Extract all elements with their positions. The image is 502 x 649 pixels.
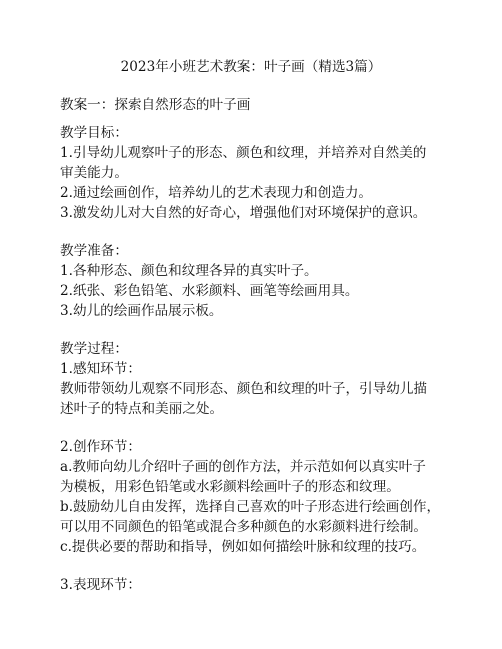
step2-line: c.提供必要的帮助和指导，例如如何描绘叶脉和纹理的技巧。 <box>60 539 426 555</box>
step1-heading: 1.感知环节： <box>60 361 141 377</box>
goal-line: 1.引导幼儿观察叶子的形态、颜色和纹理，并培养对自然美的 <box>60 145 427 161</box>
goal-line: 审美能力。 <box>60 165 128 181</box>
step3-heading: 3.表现环节： <box>60 577 141 593</box>
prep-line: 2.纸张、彩色铅笔、水彩颜料、画笔等绘画用具。 <box>60 283 359 299</box>
step1-line: 教师带领幼儿观察不同形态、颜色和纹理的叶子，引导幼儿描 <box>60 381 428 397</box>
step2-line: b.鼓励幼儿自由发挥，选择自己喜欢的叶子形态进行绘画创作， <box>60 499 441 515</box>
goal-line: 3.激发幼儿对大自然的好奇心，增强他们对环境保护的意识。 <box>60 205 427 221</box>
document-title: 2023年小班艺术教案：叶子画（精选3篇） <box>120 59 382 75</box>
process-heading: 教学过程： <box>60 341 128 357</box>
step2-line: 可以用不同颜色的铅笔或混合多种颜色的水彩颜料进行绘制。 <box>60 519 428 535</box>
step2-line: 为模板，用彩色铅笔或水彩颜料绘画叶子的形态和纹理。 <box>60 479 400 495</box>
lesson-heading: 教案一：探索自然形态的叶子画 <box>60 97 251 113</box>
goals-heading: 教学目标： <box>60 125 128 141</box>
goal-line: 2.通过绘画创作，培养幼儿的艺术表现力和创造力。 <box>60 185 373 201</box>
prep-line: 1.各种形态、颜色和纹理各异的真实叶子。 <box>60 263 318 279</box>
prep-line: 3.幼儿的绘画作品展示板。 <box>60 303 223 319</box>
prep-heading: 教学准备： <box>60 243 128 259</box>
step1-line: 述叶子的特点和美丽之处。 <box>60 401 224 417</box>
step2-heading: 2.创作环节： <box>60 439 141 455</box>
step2-line: a.教师向幼儿介绍叶子画的创作方法，并示范如何以真实叶子 <box>60 459 426 475</box>
